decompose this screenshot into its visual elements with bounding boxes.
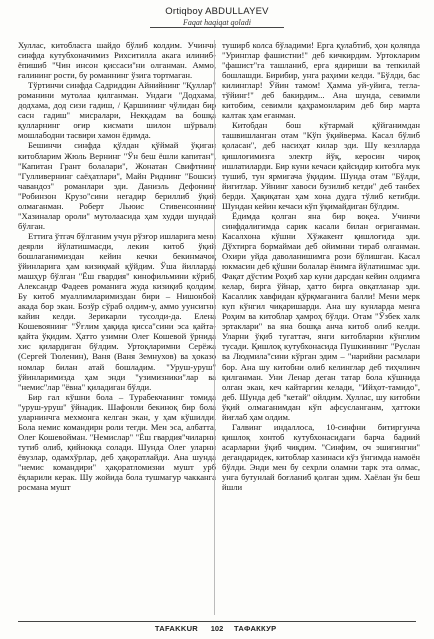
- paragraph: Бешинчи синфда қўлдан қўймай ўқиган китобларим Жюль Вернинг "Ўн беш ёшли капитан", "Капитан Грант болалари", Жонатан Свифтнинг "Гулливернинг саёҳатлари", Майн Риднинг "Бошсиз чавандоз" романлари эди. Даниэль Дефонинг "Робинзон Крузо"сини негадир бериллиб ўқий олмаганман. Роберт Льюис Стивенсоннинг "Хазиналар ороли" мутолаасида ҳам худди шундай бўлган.: [18, 140, 216, 231]
- footer-title-latin: TAFAKKUR: [154, 624, 198, 633]
- paragraph: туширб колса бўладими! Ерга қулабтиб, ҳон қоляпда "Уринглар фашистни!" деб кичкирдим. Уртокларим "фашист"га ташланиб, ерга ядириши ва тепкилай бошлашди. Бирибир, унга раҳими келди. "Бўлди, бас килинглар! Ўйин тамом! Ҳамма уй-уйига, тегла-тўйинг!" деб бакирдим... Ана шунда, севимли китобим, севимли қаҳрамонларим деб бир марта калтак ҳам еганман.: [222, 40, 420, 121]
- paragraph: Ёдимда қолган яна бир воқеа. Учинчи синфдалигимда сарик касали билан оғриганман. Касалхона кўшни Хўжакент қишлоғида эди. Дўхтирга бормаймаи деб ойимнни тираб олганман. Охири уйда даволанишимга рози бўлишган. Касал юкмасин деб қўшни болалар ёнимга йўлатишмас эди. Фақат дўстим Роҳиб хар куни дарсдан кейин олдимга келар, бирга ўйнар, ҳатто бирга овқатланар эди. Касаллик хавфидан қўрқмаганига балли! Мени мерк куп кўнгил чиқаришарди. Ана шу кунларда менга Роҳим ва китоблар ҳамроҳ бўлди. Отам "Ўзбек халк эртаклари" ва яна бошқа анча китоб олиб келди. Уларни ўқиб тугаттач, янги китобларни кўнглим тусади. Қишлоқ кутубхонасида Пушкиннинг "Руслан ва Людмила"сини кўрган эдим – "нарийни расмлари бор. Ана шу китобни олиб келинглар деб тиҳчлинч қилганман. Уни Ленар деган татар бола кўшнида олган экан, кеч кайтаргин келади, "Ийҳот-тамидо", деб. Шунда деб "кетай" ойлдим. Хуллас, шу китобни ўқий олмаганимдан кўп афсусланганм, ҳаттоки йиғлаб ҳам олдим.: [222, 210, 420, 422]
- text-column-right: [222, 40, 420, 492]
- article-subtitle: Faqat haqiqat qoladi: [183, 18, 251, 27]
- paragraph: Галвинг индаллоса, 10-синфни битиргунча қишлоқ хонтоб кутубхонасидаги барча бадиий асарларни ўқиб чиқдим. "Синфим, оч эшигингни" дегандаридек, китоблар хазинаси кўз ўнгимда намоён бўлди. Энди мен бу сехрли оламни тарк эта олмас, унга бутунлай боғланиб қолган эдим. Хаёлан ўн беш йшли: [222, 421, 420, 493]
- header-rule: [150, 27, 284, 28]
- text-column-left: [18, 40, 216, 492]
- footer-rule: [18, 621, 416, 622]
- author-name: Ortiqboy ABDULLAYEV: [165, 6, 269, 17]
- footer-title-cyrillic: ТАФАККУР: [234, 624, 277, 633]
- paragraph: Китобдан бош кўтармай қўйганимдан ташвишланган отам "Кўп ўқийверма. Касал бўлиб қоласан", деб насиҳат килар эди. Шу кезлларда қишлоғимизга электр йўқ, керосин чироқ ишлатиларди. Бир куни кечаси қайсидир китобга мук тушиб, тун ярмигача ўқидим. Шунда отам "Бўлди, йигитлар. Уйнинг хавоси бузилиб кетди" деб танбех берди. Ҳақиқатан ҳам хона дудга тўлиб кетибди. Шундан кейин кечаси кўп ўқимайдиган бўлдим.: [222, 120, 420, 211]
- paragraph: Хуллас, китобласга шайдо бўлиб колдим. Учинчи синфда кутубхоначимиз Рихситилла акага илиниб-ёпишиб "Чин инсон қиссаси"ни олганман. Аммо, ғалининг рости, бу романнинг ўзига тортмаган.: [18, 40, 216, 81]
- page-number: 102: [210, 624, 224, 633]
- running-header: [0, 6, 434, 27]
- paragraph: Еттига ўтгач бўлганим учун рўзғор ишларига мени деярли йўлатишмасди, лекин китоб ўқий бошлаганимиздан кейин кечки бекинмачоқ ўйинларига ҳам кизиқмай қўйдим. Ўша йилларда машҳур бўлган "Ёш гвардия" кинофильмини кўриб, Александр Фадеев романига жуда кизиқиб қолдим. Бу китоб муаллимларимиздан бири – Нишонбой акада бор экан. Бозўр сўраб олдим-у, аммо уунсигни кайин келди. Зерикарли тусолди-да. Елена Кошевоянинг "Ўғлим ҳақида қисса"сини эса қайта-қайта ўқидим. Ҳатто узимни Олег Кошевой ўрнида хис қилардиган бўлдим. Уртоқларимни Серёжа (Сергей Тюленин), Ваня (Ваня Земнухов) ва ҳоказо номлар билан атай бошладим. "Уруш-уруш" ўйинларимизда ҳам энди "узимизники"лар ва "немис"лар "ёвна" қиладиган бўлди.: [18, 230, 216, 392]
- column-divider: [214, 40, 215, 615]
- paragraph: Бир гал кўшни бола – Турабекчанинг томида "уруш-уруш" ўйнадик. Шафонли бекиноқ бир бола уларнинчга мехмонга келган экан, у ҳам кўшилди. Бола немис командирн роли тегди. Мен эса, албатта, Олег Кошевойман. "Немислар" "Ёш гвардия"чиларни тутиб олиб, қийнокқа солади. Шунда Олег уларни ёвузлар, одамхўрлар, деб ҳақоратлайди. Ана шунда "немис командири" ҳақоратломизни мушт урб ёқларили керак. Шу жойида бола тушмагур чакканга росмана мушт: [18, 391, 216, 493]
- paragraph: Тўртинчи синфда Садриддин Айнийнинг "Қуллар" романини мутолаа қилганман. Ундаги "Додхама, додхама, дод сизи гадиш, / Қаршининг чўлидан бир сасн гадиш" мисралари, Некқадам ва бошқа қулларнинг оғир кисмати шилон шўрвали мошлабодни тасвири хамон ёдимда.: [18, 80, 216, 141]
- page-footer: [18, 624, 416, 636]
